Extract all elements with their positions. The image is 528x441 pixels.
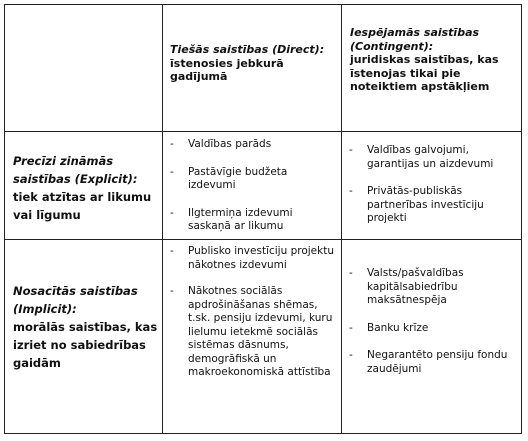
list-item: [349, 144, 517, 171]
bullet-dash: -: [349, 349, 353, 361]
table-border-bottom: [4, 433, 522, 434]
list-item-text: Valdības galvojumi, garantijas un aizdevumi: [367, 144, 494, 170]
list-item: [170, 245, 338, 272]
list-item-text: Valsts/pašvaldības kapitālsabiedrību maksātnespēja: [367, 267, 464, 306]
row-implicit-title: Nosacītās saistības (Implicit):: [13, 284, 138, 316]
row-divider-1: [4, 131, 522, 132]
bullet-dash: -: [170, 285, 174, 297]
row-explicit-contingent: [349, 144, 517, 226]
column-divider-1: [162, 4, 163, 434]
list-item-text: Negarantēto pensiju fondu zaudējumi: [367, 349, 508, 375]
list-item-text: Nākotnes sociālās apdrošināšanas shēmas, t.sk. pensiju izdevumi, kuru lielumu ietekmē sociālās sistēmas dāsnums, demogrāfiskā un makroekonomiskā attīstība: [188, 285, 333, 378]
list-item-text: Privātās-publiskās partnerības investīciju projekti: [367, 185, 484, 224]
row-implicit-contingent: [349, 267, 517, 376]
header-contingent-subtitle: juridiskas saistības, kas īstenojas tikai pie noteiktiem apstākļiem: [350, 53, 499, 93]
bullet-dash: -: [170, 245, 174, 257]
header-direct: [170, 43, 336, 84]
list-item: [170, 138, 338, 152]
list-item: [170, 166, 338, 193]
table-border-top: [4, 4, 522, 5]
list-item: [349, 185, 517, 226]
list-item: [349, 322, 517, 336]
list-item-text: Valdības parāds: [188, 138, 272, 150]
column-divider-2: [341, 4, 342, 434]
bullet-dash: -: [349, 321, 353, 334]
row-explicit-subtitle: tiek atzītas ar likumu vai līgumu: [13, 190, 152, 222]
header-contingent: [350, 26, 516, 94]
liabilities-table: [4, 4, 522, 434]
list-item: [170, 207, 338, 234]
bullet-dash: -: [349, 185, 353, 197]
list-item: [349, 349, 517, 376]
bullet-dash: -: [349, 144, 353, 156]
row-implicit-direct: [170, 245, 338, 380]
bullet-dash: -: [170, 138, 174, 150]
list-item-text: Banku krīze: [367, 321, 429, 334]
list-item: [349, 267, 517, 308]
bullet-dash: -: [349, 267, 353, 279]
list-item: [170, 285, 338, 380]
header-contingent-title: Iespējamās saistības (Contingent):: [350, 26, 480, 53]
row-explicit-title: Precīzi zināmās saistības (Explicit):: [13, 154, 138, 186]
row-implicit-subtitle: morālās saistības, kas izriet no sabiedrības gaidām: [13, 320, 158, 370]
table-border-right: [521, 4, 522, 434]
bullet-dash: -: [170, 165, 174, 178]
row-divider-2: [4, 239, 522, 240]
list-item-text: Ilgtermiņa izdevumi saskaņā ar likumu: [188, 206, 293, 232]
bullet-dash: -: [170, 206, 174, 219]
table-border-left: [4, 4, 5, 434]
list-item-text: Publisko investīciju projektu nākotnes izdevumi: [188, 245, 334, 271]
row-implicit-label: [13, 282, 159, 372]
list-item-text: Pastāvīgie budžeta izdevumi: [188, 165, 288, 191]
header-direct-subtitle: īstenosies jebkurā gadījumā: [170, 56, 284, 83]
header-direct-title: Tiešās saistības (Direct):: [170, 43, 325, 56]
row-explicit-label: [13, 152, 159, 224]
row-explicit-direct: [170, 138, 338, 234]
